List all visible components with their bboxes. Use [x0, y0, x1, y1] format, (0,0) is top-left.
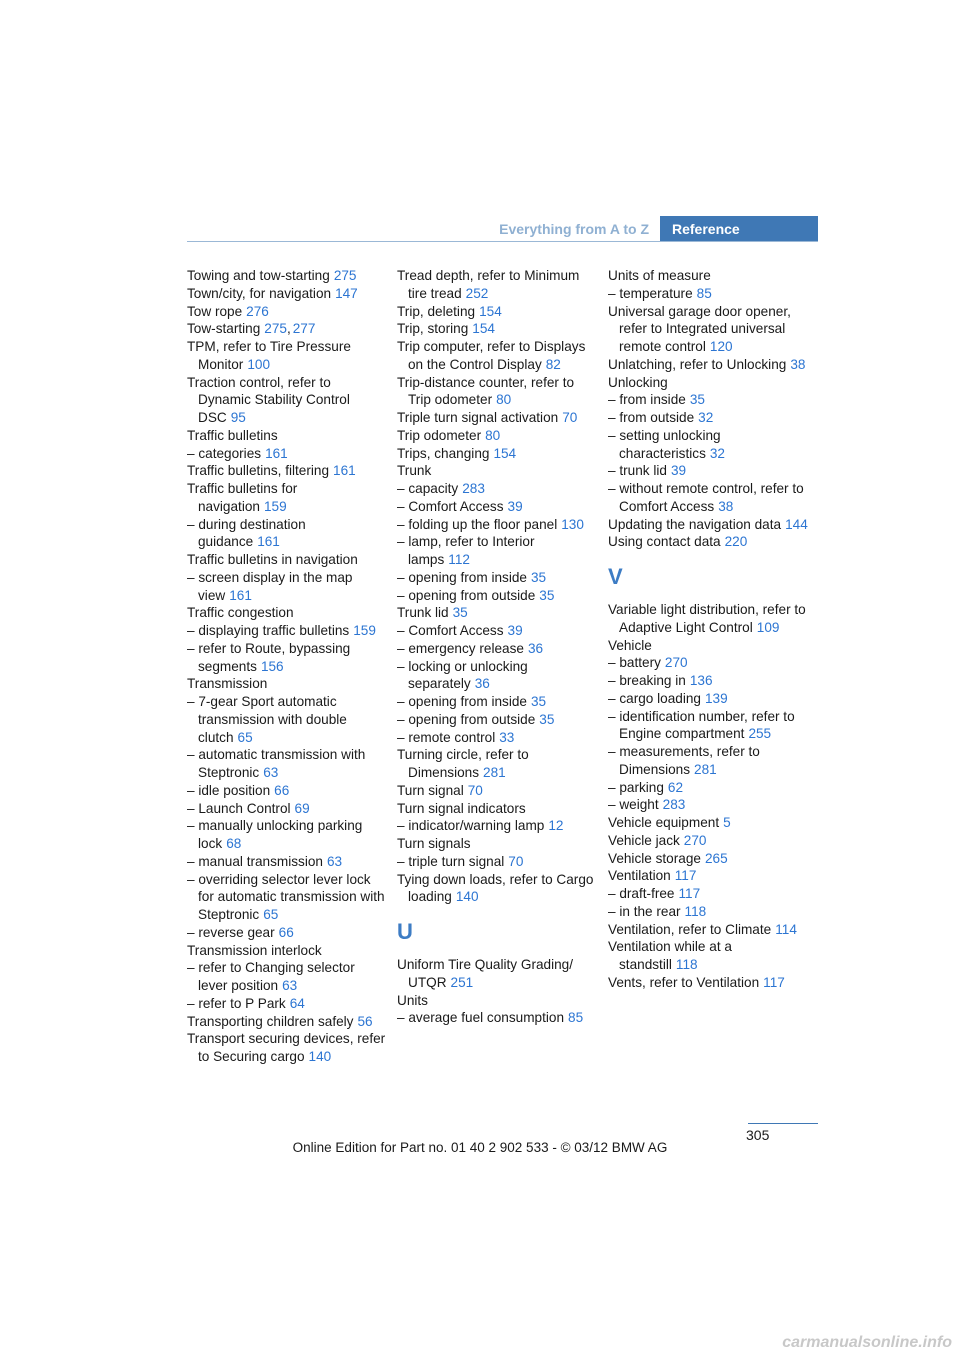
index-entry-text: – setting unlocking characteristics [608, 427, 721, 461]
page-reference-link[interactable]: 154 [472, 321, 495, 337]
index-entry-text: Turn signals [397, 836, 471, 851]
index-entry-text: – Comfort Access [397, 623, 504, 638]
index-entry [397, 1009, 597, 1027]
index-entry-text: – folding up the floor panel [397, 516, 558, 532]
page-reference-link[interactable]: 70 [562, 410, 578, 425]
index-entry [187, 604, 387, 622]
index-entry [187, 480, 387, 516]
index-entry-text: – during destination guidance [187, 516, 306, 550]
index-entry [397, 956, 597, 992]
page-reference-link[interactable]: 130 [561, 516, 584, 532]
index-entry-text: – idle position [187, 782, 271, 798]
index-entry [608, 601, 808, 637]
index-entry [187, 285, 387, 303]
page-reference-link[interactable]: 95 [230, 410, 246, 425]
index-entry [397, 320, 597, 338]
index-entry [608, 356, 808, 374]
index-entry-text: Units [397, 992, 428, 1008]
page-reference-link[interactable]: 38 [790, 356, 806, 372]
index-entry [608, 903, 808, 921]
header-divider [187, 241, 818, 242]
page-reference-link[interactable]: 255 [748, 726, 772, 742]
index-column-3 [608, 267, 808, 992]
page-reference-link[interactable]: 161 [257, 534, 280, 550]
index-entry-text: Units of measure [608, 268, 711, 283]
index-entry [608, 832, 808, 850]
page-reference-link[interactable]: 63 [282, 978, 298, 993]
page-reference-link[interactable]: 82 [545, 356, 561, 372]
index-entry-text: Turn signal indicators [397, 800, 526, 816]
index-entry [187, 995, 387, 1013]
index-entry [187, 817, 387, 853]
index-entry-text: – refer to Route, bypassing segments [187, 640, 351, 674]
index-entry-text: – emergency release [397, 640, 524, 656]
tab-reference[interactable]: Reference [660, 216, 818, 242]
index-entry [397, 462, 597, 480]
index-entry-text: – reverse gear [187, 924, 275, 940]
page-reference-link[interactable]: 154 [479, 303, 502, 319]
index-entry-text: – identification number, refer to Engine compartment [608, 708, 795, 742]
index-entry [397, 445, 597, 463]
index-entry-text: Ventilation [608, 868, 671, 884]
index-entry-text: Vehicle jack [608, 832, 680, 848]
index-entry [397, 604, 597, 622]
page-reference-link[interactable]: 120 [709, 339, 733, 354]
index-entry [608, 516, 808, 534]
index-entry [608, 867, 808, 885]
index-entry [397, 303, 597, 321]
index-entry-text: Trip-distance counter, refer to Trip odometer [397, 374, 575, 408]
index-entry [608, 938, 808, 974]
index-entry-text: Tow rope [187, 303, 243, 319]
index-entry [187, 516, 387, 552]
index-entry [397, 658, 597, 694]
index-entry-text: – trunk lid [608, 463, 667, 479]
page-reference-link[interactable]: 276 [246, 303, 269, 319]
page-reference-link[interactable]: 70 [508, 853, 524, 869]
index-entry-text: – screen display in the map view [187, 569, 353, 603]
index-entry-text: Traffic bulletins [187, 427, 278, 443]
page-reference-link[interactable]: 80 [496, 392, 512, 408]
page-reference-link[interactable]: 100 [247, 356, 271, 372]
page-reference-link[interactable]: 220 [724, 534, 748, 550]
index-entry [608, 921, 808, 939]
index-entry-text: Trunk [397, 463, 432, 479]
index-entry [608, 690, 808, 708]
index-entry [608, 267, 808, 285]
index-entry-text: – from outside [608, 410, 695, 425]
index-entry [397, 729, 597, 747]
index-entry [397, 569, 597, 587]
page-reference-link[interactable]: 35 [530, 694, 547, 709]
page-reference-link[interactable]: 117 [678, 886, 701, 901]
index-entry [397, 640, 597, 658]
page-reference-link[interactable]: 144 [785, 516, 808, 532]
index-entry [397, 480, 597, 498]
page-reference-link[interactable]: 251 [450, 974, 474, 990]
page-reference-link[interactable]: 252 [465, 285, 489, 301]
index-entry-text: – Launch Control [187, 800, 291, 816]
index-entry-text: – opening from inside [397, 694, 527, 709]
index-entry-text: – manual transmission [187, 853, 323, 869]
index-entry [397, 800, 597, 818]
index-entry-text: Tow-starting [187, 321, 261, 337]
page-reference-link[interactable]: 39 [507, 623, 523, 638]
index-entry [608, 462, 808, 480]
page-reference-link[interactable]: 66 [274, 782, 290, 798]
index-entry [608, 743, 808, 779]
index-entry-text: – temperature [608, 285, 693, 301]
page-reference-link[interactable]: 38 [718, 498, 734, 514]
page-reference-link[interactable]: 64 [289, 995, 305, 1011]
index-entry-text: – Comfort Access [397, 498, 504, 514]
page-reference-link[interactable]: 56 [357, 1013, 373, 1029]
index-entry [608, 796, 808, 814]
page-reference-link[interactable]: 63 [327, 853, 343, 869]
page-reference-link[interactable]: 136 [689, 673, 713, 688]
index-entry-text: – measurements, refer to Dimensions [608, 744, 760, 777]
index-entry-text: Vehicle equipment [608, 815, 720, 830]
index-entry [608, 533, 808, 551]
page-reference-link[interactable]: 63 [263, 765, 279, 780]
page-reference-link[interactable]: 140 [308, 1049, 332, 1064]
index-entry-text: – average fuel consumption [397, 1010, 565, 1026]
page-reference-link[interactable]: 147 [335, 285, 358, 301]
index-entry [397, 409, 597, 427]
index-entry [397, 693, 597, 711]
page-reference-link[interactable]: 65 [237, 729, 253, 745]
index-entry-text: – indicator/warning lamp [397, 818, 545, 834]
index-entry [187, 675, 387, 693]
index-entry [397, 817, 597, 835]
index-entry [397, 516, 597, 534]
index-entry [397, 587, 597, 605]
index-entry [608, 814, 808, 832]
page-ref-separator: , [286, 321, 291, 337]
index-entry-text: Ventilation, refer to Climate [608, 921, 772, 937]
index-entry-text: – opening from outside [397, 711, 536, 727]
page-reference-link[interactable]: 70 [467, 782, 483, 798]
page-reference-link[interactable]: 62 [667, 779, 684, 795]
index-entry-text: – draft-free [608, 886, 675, 901]
index-entry-text: – weight [608, 797, 659, 813]
index-entry-text: – parking [608, 779, 664, 795]
index-entry-text: – refer to Changing selector lever position [187, 960, 355, 993]
index-entry-text: – battery [608, 655, 661, 671]
index-entry-text: – opening from inside [397, 569, 527, 585]
index-entry-text: – without remote control, refer to Comfort Access [608, 481, 804, 514]
index-entry-text: Trip computer, refer to Displays on the Control Display [397, 339, 586, 372]
index-entry [187, 338, 387, 374]
index-entry [397, 782, 597, 800]
page-reference-link[interactable]: 140 [455, 889, 479, 905]
watermark-logo: carmanualsonline.info [782, 1334, 952, 1351]
page-reference-link[interactable]: 85 [696, 285, 712, 301]
index-entry-text: Vents, refer to Ventilation [608, 974, 760, 990]
page-reference-link[interactable]: 117 [674, 868, 697, 884]
page-reference-link[interactable]: 32 [709, 445, 725, 461]
index-entry [187, 959, 387, 995]
index-entry-text: Using contact data [608, 534, 721, 550]
index-entry [608, 974, 808, 992]
footer-divider [748, 1123, 818, 1124]
index-entry [187, 1030, 387, 1066]
section-title: Everything from A to Z [499, 221, 649, 237]
index-entry [187, 569, 387, 605]
index-entry-text: Tying down loads, refer to Cargo loading [397, 871, 594, 905]
index-entry [187, 622, 387, 640]
page-reference-link[interactable]: 5 [723, 815, 731, 830]
page-reference-link[interactable]: 109 [756, 619, 780, 635]
index-entry [187, 551, 387, 569]
page-reference-link[interactable]: 39 [670, 463, 687, 479]
page-reference-link[interactable]: 65 [263, 907, 279, 922]
page-reference-link[interactable]: 112 [448, 552, 470, 567]
index-entry [608, 637, 808, 655]
index-entry-text: – triple turn signal [397, 853, 505, 869]
page-reference-link[interactable]: 277 [292, 321, 316, 337]
index-entry [397, 711, 597, 729]
page-reference-link[interactable]: 35 [539, 711, 555, 727]
index-entry [608, 779, 808, 797]
page-reference-link[interactable]: 283 [462, 481, 485, 496]
page-reference-link[interactable]: 35 [689, 392, 705, 408]
page-reference-link[interactable]: 281 [694, 761, 717, 777]
index-entry-text: – 7-gear Sport automatic transmission with double clutch [187, 694, 347, 745]
index-entry-text: Transporting children safely [187, 1013, 354, 1029]
index-entry [187, 303, 387, 321]
index-entry [187, 942, 387, 960]
index-entry-text: Towing and tow-starting [187, 268, 330, 283]
index-entry [608, 672, 808, 690]
page-reference-link[interactable]: 161 [265, 445, 288, 461]
index-entry-text: Universal garage door opener, refer to Integrated universal remote control [608, 303, 791, 354]
index-entry-text: Variable light distribution, refer to Adaptive Light Control [608, 602, 806, 635]
index-entry-text: Traffic congestion [187, 605, 294, 621]
index-entry-text: – remote control [397, 729, 496, 745]
page-reference-link[interactable]: 12 [548, 818, 564, 834]
page-reference-link[interactable]: 265 [704, 850, 728, 866]
index-entry [397, 871, 597, 907]
index-entry [187, 445, 387, 463]
index-entry-text: – cargo loading [608, 690, 701, 706]
index-entry-text: – opening from outside [397, 587, 536, 603]
index-entry-text: Updating the navigation data [608, 516, 782, 532]
index-entry-text: Trip odometer [397, 427, 482, 443]
index-entry [187, 1013, 387, 1031]
index-entry-text: Trips, changing [397, 445, 490, 461]
index-entry [608, 480, 808, 516]
index-entry [397, 427, 597, 445]
page-reference-link[interactable]: 118 [684, 903, 707, 919]
index-entry-text: Traffic bulletins for navigation [187, 481, 298, 514]
page-reference-link[interactable]: 283 [662, 797, 686, 813]
index-letter-heading: V [608, 564, 623, 589]
index-entry [397, 835, 597, 853]
index-entry-text: Tread depth, refer to Minimum tire tread [397, 268, 580, 301]
index-entry-text: – displaying traffic bulletins [187, 623, 350, 638]
index-letter-heading: U [397, 919, 413, 944]
page-reference-link[interactable]: 35 [530, 569, 547, 585]
index-entry [187, 427, 387, 445]
page-reference-link[interactable]: 156 [260, 658, 284, 674]
index-column-2 [397, 267, 597, 1027]
index-entry-text: Ventilation while at a standstill [608, 939, 732, 972]
page-reference-link[interactable]: 35 [539, 587, 555, 603]
index-entry-text: – overriding selector lever lock for automatic transmission with Steptronic [187, 871, 385, 922]
index-entry-text: – refer to P Park [187, 995, 286, 1011]
index-entry [187, 640, 387, 676]
index-entry [608, 708, 808, 744]
index-entry [187, 853, 387, 871]
index-entry-text: Uniform Tire Quality Grading/ UTQR [397, 957, 574, 990]
index-entry-text: Transmission interlock [187, 942, 322, 958]
index-entry [187, 871, 387, 924]
index-entry-text: TPM, refer to Tire Pressure Monitor [187, 339, 351, 372]
index-entry-text: – capacity [397, 481, 459, 496]
index-entry-text: – automatic transmission with Steptronic [187, 747, 366, 780]
page-reference-link[interactable]: 270 [664, 655, 688, 671]
index-entry [397, 338, 597, 374]
index-entry [187, 320, 387, 338]
index-entry-text: – locking or unlocking separately [397, 658, 528, 692]
page-number: 305 [746, 1127, 770, 1143]
index-entry [397, 533, 597, 569]
index-entry [397, 267, 597, 303]
index-entry [397, 374, 597, 410]
index-entry [608, 850, 808, 868]
page-reference-link[interactable]: 117 [763, 974, 785, 990]
page-reference-link[interactable]: 154 [493, 445, 517, 461]
index-entry-text: Triple turn signal activation [397, 410, 559, 425]
page-reference-link[interactable]: 281 [483, 765, 506, 780]
index-entry-text: Transmission [187, 676, 268, 692]
page-reference-link[interactable]: 159 [353, 623, 376, 638]
index-entry-text: Turning circle, refer to Dimensions [397, 747, 529, 780]
index-entry-text: Unlatching, refer to Unlocking [608, 356, 787, 372]
page-reference-link[interactable]: 85 [568, 1010, 584, 1026]
index-entry-text: Town/city, for navigation [187, 285, 332, 301]
index-entry-text: Trip, deleting [397, 303, 476, 319]
index-entry [397, 498, 597, 516]
index-entry [187, 782, 387, 800]
page-reference-link[interactable]: 68 [226, 836, 242, 851]
index-entry [608, 303, 808, 356]
index-entry [397, 992, 597, 1010]
index-entry-text: Unlocking [608, 374, 668, 390]
index-entry [608, 654, 808, 672]
page-reference-link[interactable]: 39 [507, 498, 523, 514]
index-entry [187, 374, 387, 427]
page-reference-link[interactable]: 33 [499, 729, 515, 745]
index-entry [608, 427, 808, 463]
index-entry-text: Vehicle storage [608, 850, 701, 866]
page-reference-link[interactable]: 69 [294, 800, 310, 816]
page-reference-link[interactable]: 35 [452, 605, 468, 621]
index-entry-text: Vehicle [608, 637, 652, 653]
page-reference-link[interactable]: 80 [485, 427, 501, 443]
index-entry [608, 285, 808, 303]
index-entry-text: Transport securing devices, refer to Securing cargo [187, 1031, 386, 1064]
page-reference-link[interactable]: 66 [278, 924, 294, 940]
page-reference-link[interactable]: 36 [474, 676, 490, 692]
page-reference-link[interactable]: 32 [698, 410, 714, 425]
index-entry [187, 267, 387, 285]
index-column-1 [187, 267, 387, 1066]
index-entry-text: Turn signal [397, 782, 464, 798]
index-entry [397, 622, 597, 640]
index-entry-text: – lamp, refer to Interior lamps [397, 534, 535, 567]
index-entry-text: – categories [187, 445, 262, 461]
index-entry [608, 409, 808, 427]
index-entry [608, 374, 808, 392]
index-entry [187, 924, 387, 942]
page-reference-link[interactable]: 161 [333, 463, 356, 479]
index-entry [187, 693, 387, 746]
index-entry [187, 746, 387, 782]
page-reference-link[interactable]: 270 [683, 832, 707, 848]
page-reference-link[interactable]: 139 [704, 690, 728, 706]
index-entry-text: – manually unlocking parking lock [187, 818, 363, 851]
page-reference-link[interactable]: 275 [333, 268, 357, 283]
index-entry [187, 462, 387, 480]
page-reference-link[interactable]: 118 [675, 957, 698, 972]
edition-note: Online Edition for Part no. 01 40 2 902 533 - © 03/12 BMW AG [292, 1140, 668, 1155]
page-reference-link[interactable]: 161 [229, 587, 252, 603]
index-entry-text: – in the rear [608, 903, 681, 919]
index-entry [608, 391, 808, 409]
index-entry [397, 746, 597, 782]
index-entry-text: Traffic bulletins, filtering [187, 463, 330, 479]
index-entry-text: Trunk lid [397, 605, 449, 621]
page-reference-link[interactable]: 36 [527, 640, 544, 656]
index-entry-text: – from inside [608, 392, 686, 408]
page-reference-link[interactable]: 159 [263, 498, 287, 514]
index-entry-text: Traction control, refer to Dynamic Stability Control DSC [187, 374, 350, 425]
index-entry-text: Traffic bulletins in navigation [187, 552, 358, 567]
index-entry [397, 853, 597, 871]
index-entry-text: Trip, storing [397, 321, 469, 337]
page-reference-link[interactable]: 114 [775, 921, 797, 937]
index-entry [608, 885, 808, 903]
index-entry-text: – breaking in [608, 673, 686, 688]
page-reference-link[interactable]: 275 [264, 321, 287, 337]
index-entry [187, 800, 387, 818]
